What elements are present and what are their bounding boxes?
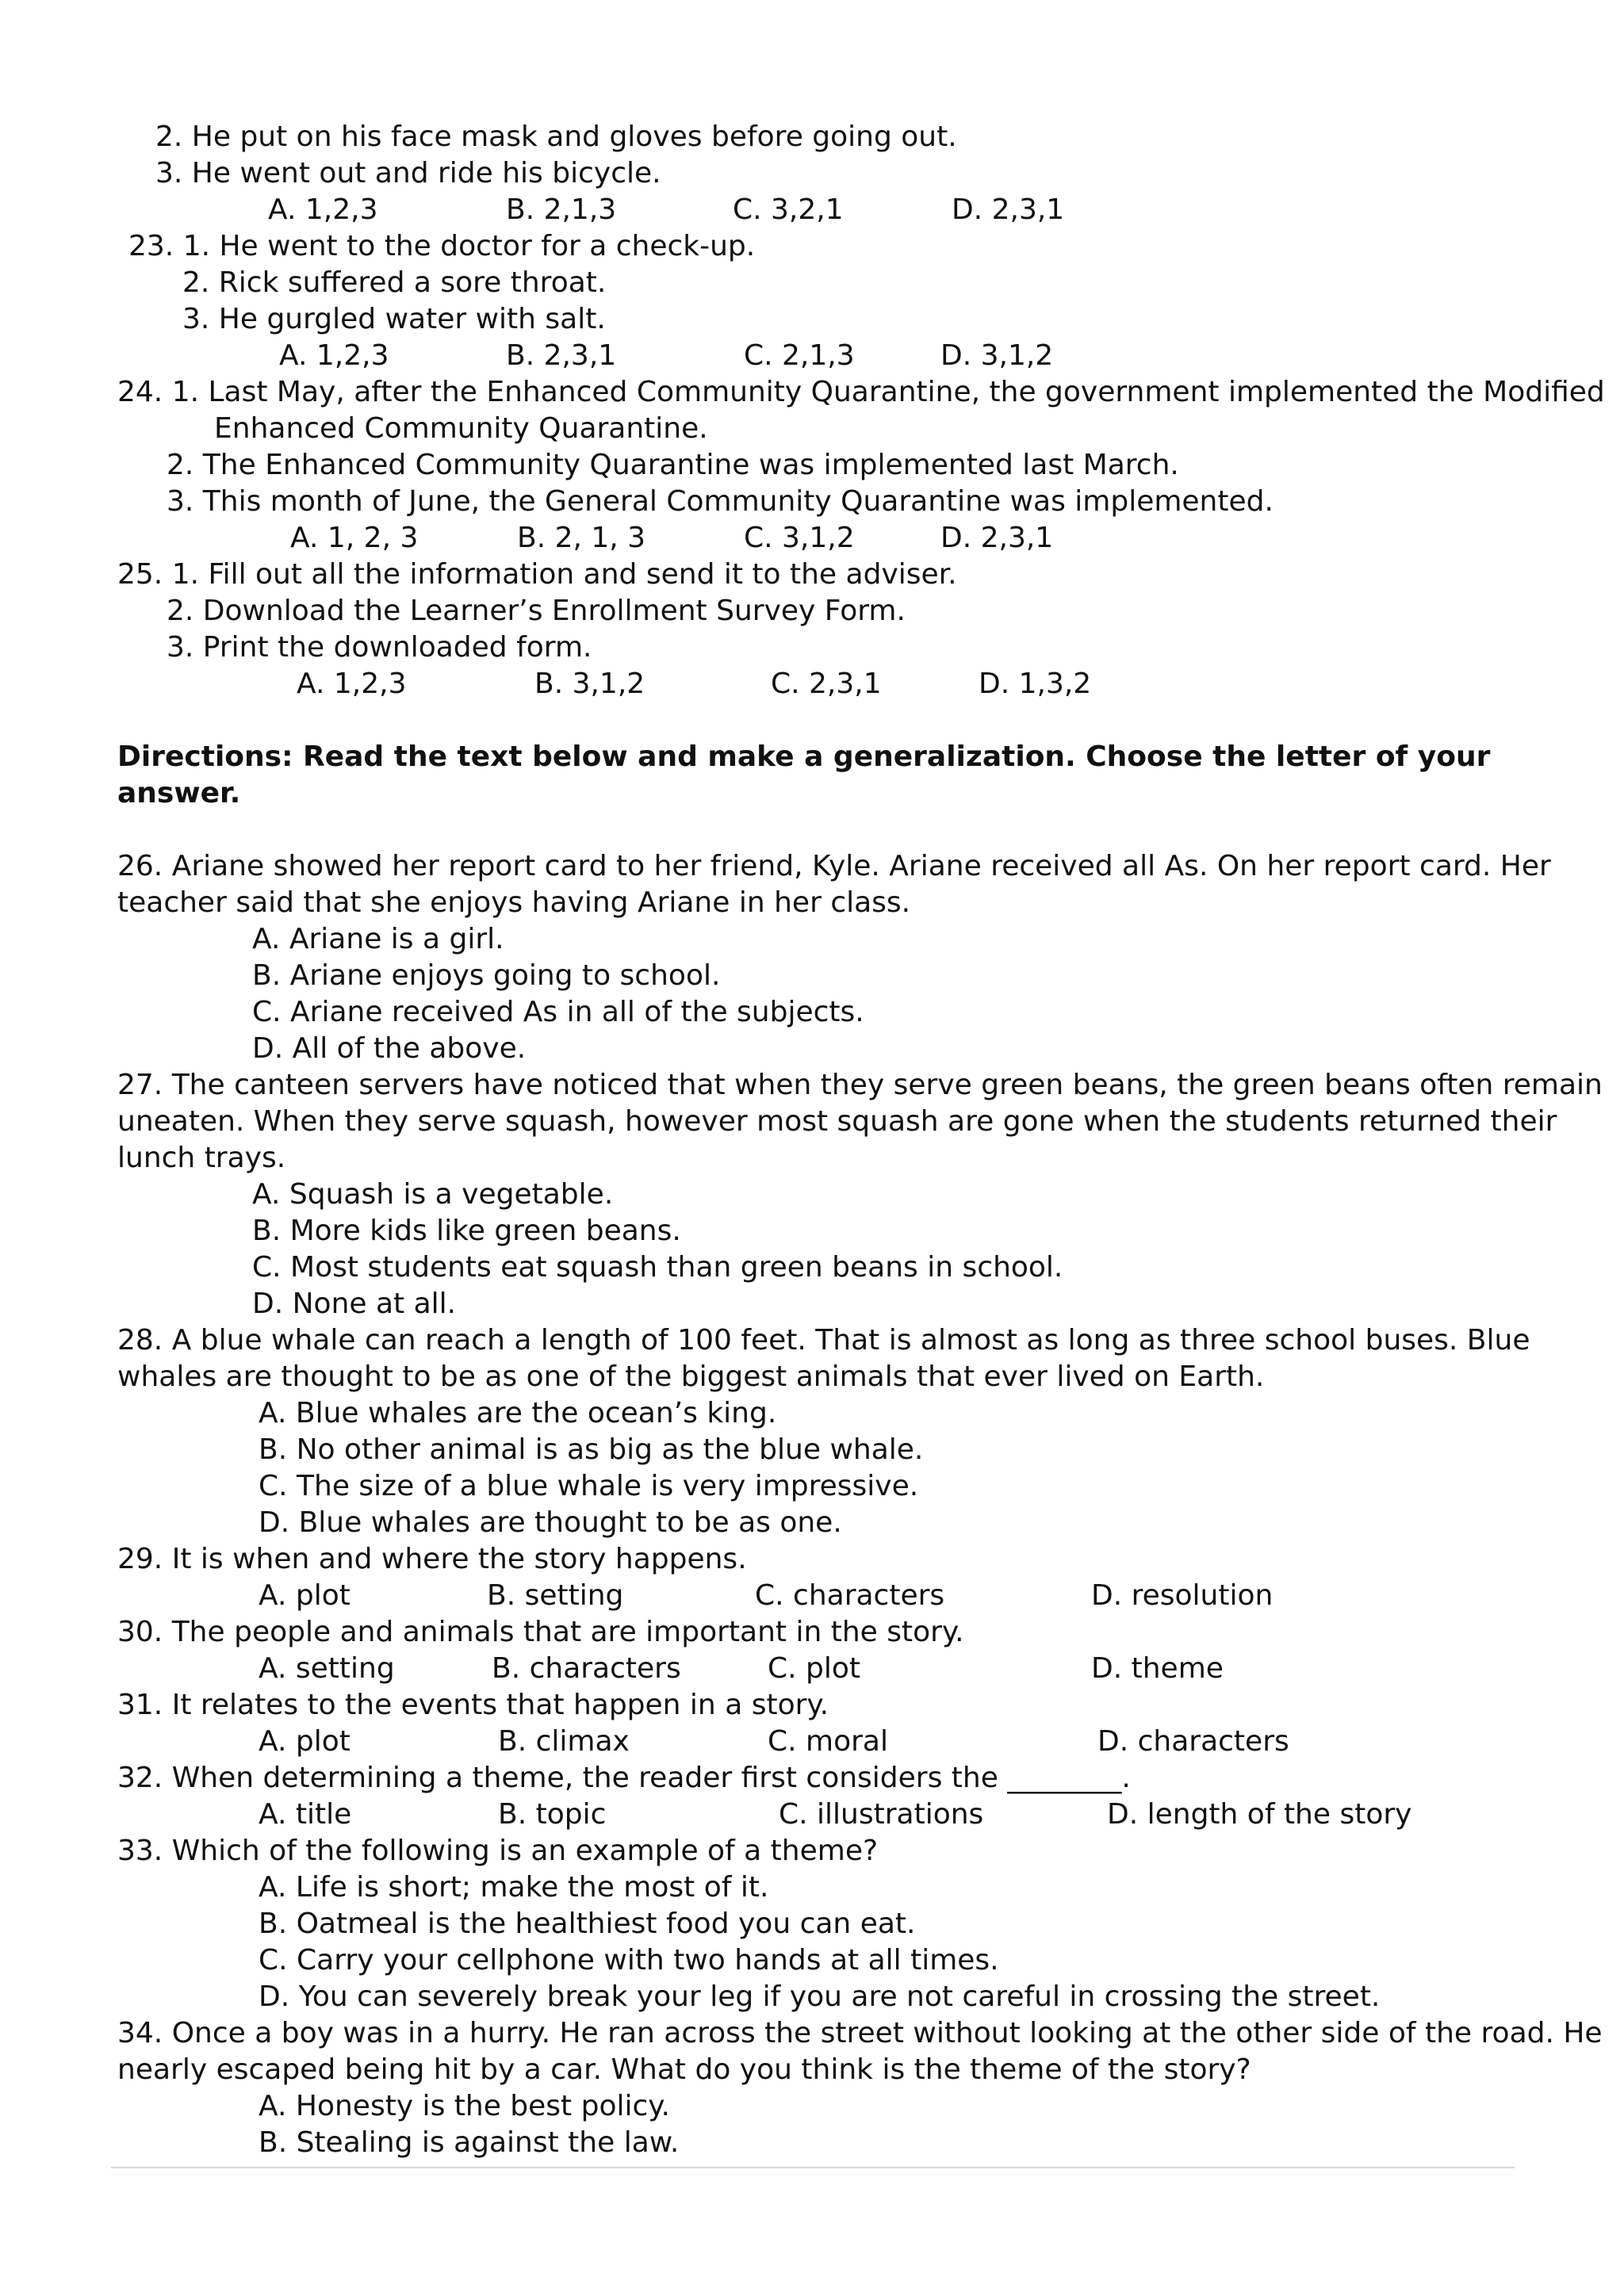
q22-option-a: A. 1,2,3: [268, 193, 378, 226]
q28-option-d: D. Blue whales are thought to be as one.: [259, 1506, 842, 1539]
q27-option-b: B. More kids like green beans.: [252, 1215, 681, 1247]
q33-option-d: D. You can severely break your leg if you are not careful in crossing the street.: [259, 1980, 1381, 2013]
directions-line-2: answer.: [117, 777, 241, 809]
q25-item-2: 2. Download the Learner’s Enrollment Survey Form.: [167, 595, 906, 627]
q23-option-a: A. 1,2,3: [279, 339, 389, 372]
q26-option-c: C. Ariane received As in all of the subjects.: [252, 996, 864, 1028]
q24-option-c: C. 3,1,2: [744, 522, 855, 554]
q31-option-d: D. characters: [1097, 1725, 1289, 1758]
q24-item-2: 2. The Enhanced Community Quarantine was implemented last March.: [167, 449, 1179, 481]
q32-option-b: B. topic: [498, 1798, 607, 1831]
q28-stem-1: 28. A blue whale can reach a length of 100 feet. That is almost as long as three school buses. Blue: [117, 1324, 1530, 1357]
q27-option-d: D. None at all.: [252, 1288, 457, 1320]
q24-option-a: A. 1, 2, 3: [290, 522, 419, 554]
q24-item-1-cont: Enhanced Community Quarantine.: [214, 412, 708, 445]
q33-stem: 33. Which of the following is an example of a theme?: [117, 1835, 879, 1867]
q22-option-c: C. 3,2,1: [733, 193, 844, 226]
page-bottom-rule: [111, 2167, 1515, 2168]
q31-option-b: B. climax: [498, 1725, 630, 1758]
q24-item-3: 3. This month of June, the General Community Quarantine was implemented.: [167, 485, 1274, 518]
q27-stem-3: lunch trays.: [117, 1142, 286, 1174]
q23-item-3: 3. He gurgled water with salt.: [182, 303, 606, 335]
q23-option-d: D. 3,1,2: [940, 339, 1054, 372]
q22-option-d: D. 2,3,1: [952, 193, 1065, 226]
q26-option-b: B. Ariane enjoys going to school.: [252, 959, 721, 992]
q23-item-1: 23. 1. He went to the doctor for a check-up.: [128, 230, 756, 262]
q29-option-c: C. characters: [755, 1579, 945, 1612]
q34-stem-2: nearly escaped being hit by a car. What do you think is the theme of the story?: [117, 2053, 1251, 2086]
q32-option-d: D. length of the story: [1107, 1798, 1412, 1831]
q28-option-b: B. No other animal is as big as the blue whale.: [259, 1433, 924, 1466]
q29-stem: 29. It is when and where the story happens.: [117, 1543, 747, 1575]
q25-item-3: 3. Print the downloaded form.: [167, 631, 592, 664]
q25-option-d: D. 1,3,2: [979, 668, 1092, 700]
q22-item-3: 3. He went out and ride his bicycle.: [155, 157, 661, 189]
q30-option-a: A. setting: [259, 1652, 395, 1685]
q34-option-a: A. Honesty is the best policy.: [259, 2090, 670, 2122]
q28-stem-2: whales are thought to be as one of the biggest animals that ever lived on Earth.: [117, 1360, 1265, 1393]
q26-stem-2: teacher said that she enjoys having Ariane in her class.: [117, 886, 911, 919]
q26-option-a: A. Ariane is a girl.: [252, 923, 504, 955]
q28-option-c: C. The size of a blue whale is very impressive.: [259, 1470, 919, 1502]
q23-item-2: 2. Rick suffered a sore throat.: [182, 266, 607, 299]
q32-option-a: A. title: [259, 1798, 352, 1831]
q24-item-1: 24. 1. Last May, after the Enhanced Community Quarantine, the government implemented the Modified: [117, 376, 1605, 408]
q25-option-a: A. 1,2,3: [297, 668, 407, 700]
q29-option-a: A. plot: [259, 1579, 350, 1612]
q32-option-c: C. illustrations: [779, 1798, 984, 1831]
q33-option-a: A. Life is short; make the most of it.: [259, 1871, 769, 1904]
q31-option-c: C. moral: [768, 1725, 888, 1758]
q34-option-b: B. Stealing is against the law.: [259, 2126, 680, 2159]
q25-option-c: C. 2,3,1: [771, 668, 882, 700]
q32-stem: 32. When determining a theme, the reader first considers the ________.: [117, 1762, 1131, 1794]
q24-option-b: B. 2, 1, 3: [517, 522, 646, 554]
q27-option-c: C. Most students eat squash than green beans in school.: [252, 1251, 1063, 1284]
q25-item-1: 25. 1. Fill out all the information and send it to the adviser.: [117, 558, 957, 591]
q26-option-d: D. All of the above.: [252, 1032, 527, 1065]
q33-option-b: B. Oatmeal is the healthiest food you can eat.: [259, 1908, 916, 1940]
q31-stem: 31. It relates to the events that happen in a story.: [117, 1689, 829, 1721]
q23-option-b: B. 2,3,1: [506, 339, 617, 372]
q30-stem: 30. The people and animals that are important in the story.: [117, 1616, 964, 1648]
q26-stem-1: 26. Ariane showed her report card to her friend, Kyle. Ariane received all As. On her report card. Her: [117, 850, 1551, 882]
q22-option-b: B. 2,1,3: [506, 193, 617, 226]
q23-option-c: C. 2,1,3: [744, 339, 855, 372]
q27-stem-1: 27. The canteen servers have noticed that when they serve green beans, the green beans often remain: [117, 1069, 1603, 1101]
q27-option-a: A. Squash is a vegetable.: [252, 1178, 614, 1211]
q34-stem-1: 34. Once a boy was in a hurry. He ran across the street without looking at the other side of the road. He: [117, 2017, 1603, 2049]
q24-option-d: D. 2,3,1: [940, 522, 1054, 554]
q28-option-a: A. Blue whales are the ocean’s king.: [259, 1397, 777, 1429]
q30-option-c: C. plot: [768, 1652, 861, 1685]
q29-option-b: B. setting: [487, 1579, 624, 1612]
q25-option-b: B. 3,1,2: [534, 668, 645, 700]
q30-option-b: B. characters: [492, 1652, 681, 1685]
q29-option-d: D. resolution: [1091, 1579, 1274, 1612]
q31-option-a: A. plot: [259, 1725, 350, 1758]
directions-line-1: Directions: Read the text below and make a generalization. Choose the letter of your: [117, 740, 1491, 773]
q30-option-d: D. theme: [1091, 1652, 1224, 1685]
q27-stem-2: uneaten. When they serve squash, however most squash are gone when the students returned their: [117, 1105, 1557, 1138]
q33-option-c: C. Carry your cellphone with two hands at all times.: [259, 1944, 999, 1976]
q22-item-2: 2. He put on his face mask and gloves before going out.: [155, 121, 957, 153]
